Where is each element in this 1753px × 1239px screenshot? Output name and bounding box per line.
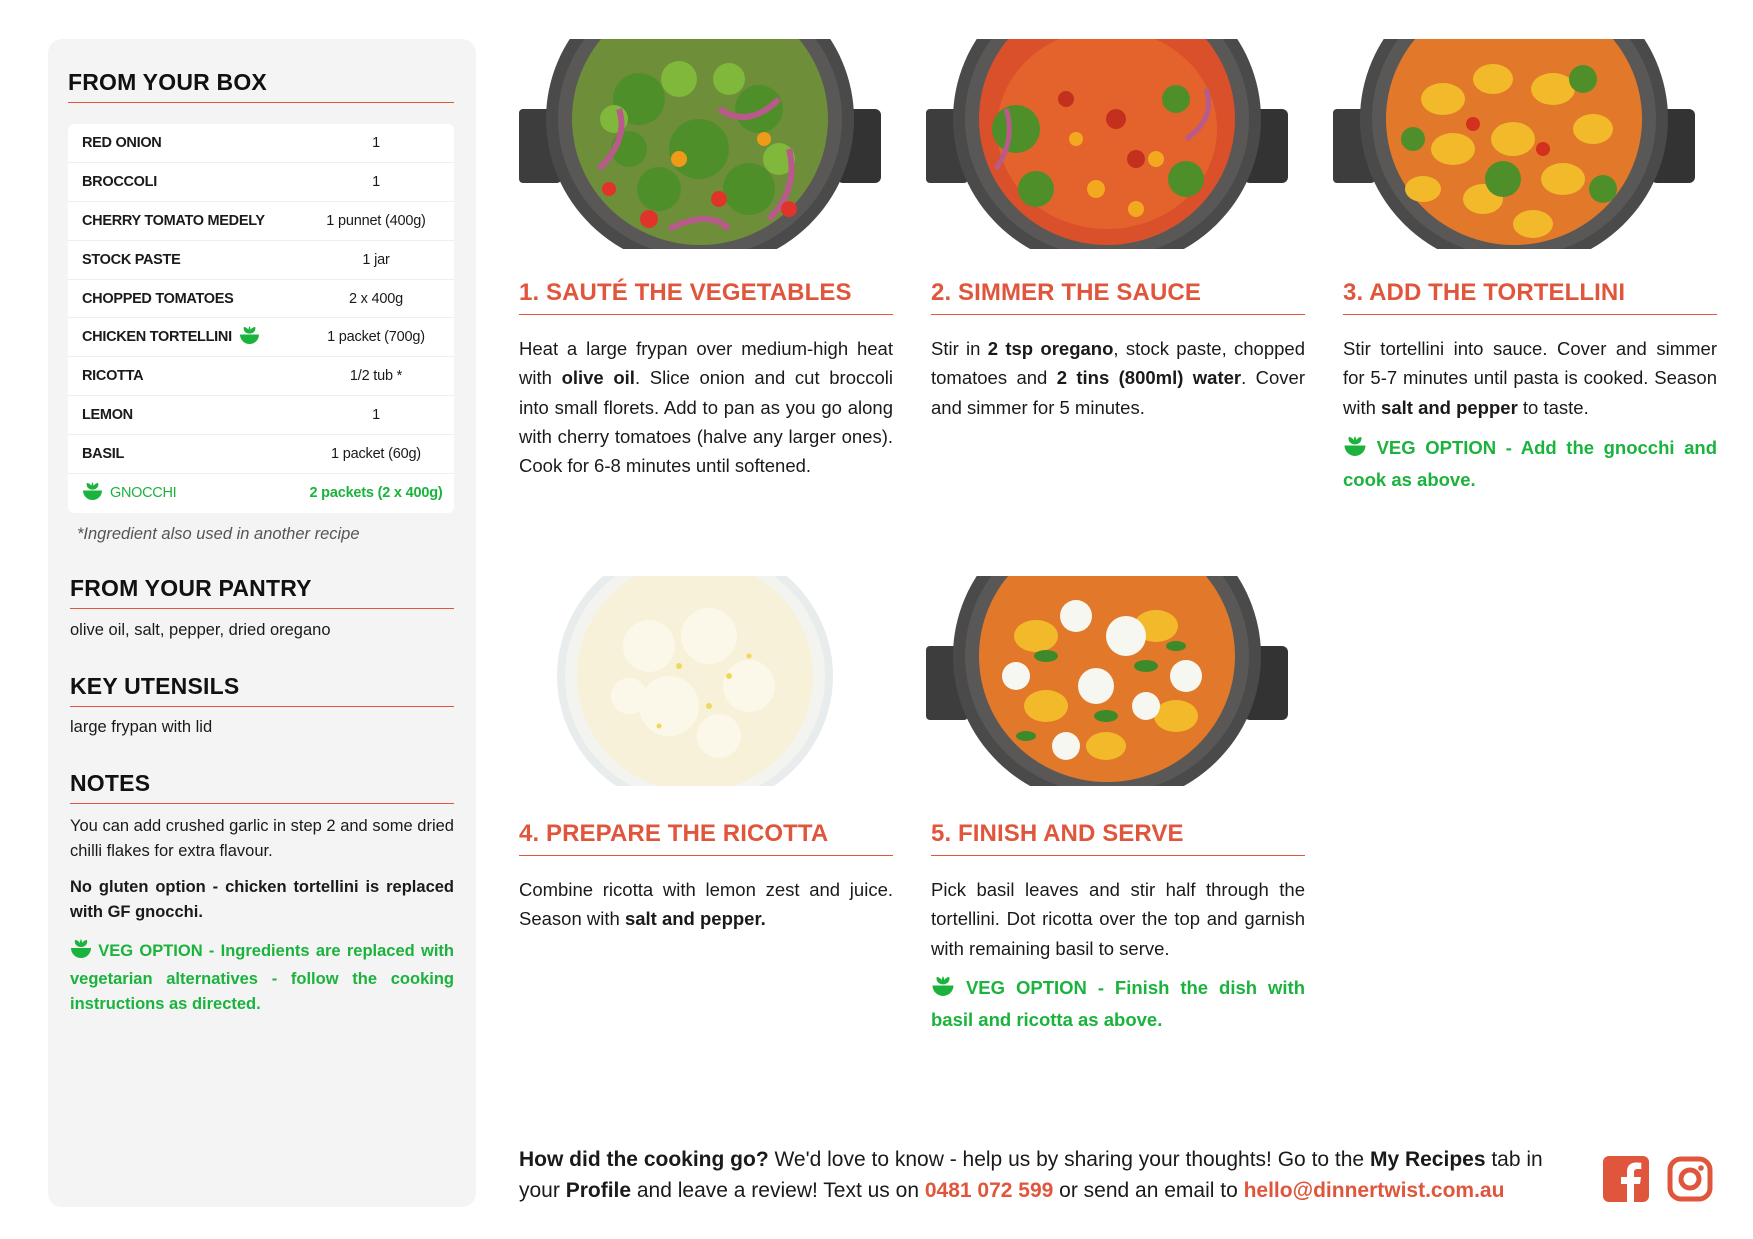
ingredient-name-text: LEMON bbox=[82, 407, 133, 424]
ingredient-quantity: 1 bbox=[372, 173, 380, 190]
ingredient-quantity: 1 packet (60g) bbox=[331, 446, 421, 463]
step2-title: 2. SIMMER THE SAUCE bbox=[931, 279, 1305, 315]
email-link[interactable]: hello@dinnertwist.com.au bbox=[1243, 1179, 1505, 1202]
key-utensils-heading: KEY UTENSILS bbox=[70, 673, 454, 707]
step3-text-2: to taste. bbox=[1517, 396, 1589, 418]
veg-leaf-icon bbox=[239, 326, 260, 349]
step5-veg-text: VEG OPTION - Finish the dish with basil and ricotta as above. bbox=[931, 977, 1306, 1031]
ingredient-name bbox=[68, 252, 298, 268]
from-your-pantry-heading: FROM YOUR PANTRY bbox=[70, 575, 454, 609]
veg-leaf-icon bbox=[931, 976, 955, 1005]
ingredient-quantity: 1 punnet (400g) bbox=[326, 212, 426, 229]
ingredient-row bbox=[68, 474, 454, 513]
step3-body bbox=[1343, 334, 1717, 422]
ingredient-name-text: BASIL bbox=[82, 446, 125, 463]
footer-question: How did the cooking go? bbox=[519, 1148, 769, 1171]
footer-text-3: and leave a review! Text us on bbox=[631, 1179, 925, 1202]
notes-veg-option bbox=[70, 939, 454, 1017]
ingredient-row bbox=[68, 241, 454, 280]
step1-body bbox=[519, 334, 893, 480]
step1-title: 1. SAUTÉ THE VEGETABLES bbox=[519, 279, 893, 315]
step5-title: 5. FINISH AND SERVE bbox=[931, 820, 1305, 856]
step5-veg-option bbox=[931, 973, 1305, 1035]
my-recipes-label: My Recipes bbox=[1369, 1148, 1486, 1171]
from-your-box-heading: FROM YOUR BOX bbox=[68, 69, 454, 103]
ingredient-quantity: 2 x 400g bbox=[348, 290, 404, 307]
step2-text-3: . Cover and simmer for 5 minutes. bbox=[931, 367, 1305, 418]
ingredient-name bbox=[68, 407, 298, 423]
notes-gluten-text: No gluten option - chicken tortellini is replaced with GF gnocchi. bbox=[70, 878, 454, 921]
step2-bold-1: 2 tsp oregano bbox=[987, 338, 1114, 359]
ingredient-name bbox=[68, 326, 298, 349]
step1-text-1: Heat a large frypan over medium-high heat with bbox=[519, 338, 893, 389]
ingredient-name-text: BROCCOLI bbox=[82, 173, 157, 190]
step1-bold-1: olive oil bbox=[561, 367, 635, 389]
ingredient-quantity: 1 jar bbox=[362, 251, 390, 268]
ingredient-quantity: 1/2 tub * bbox=[349, 368, 403, 385]
ingredient-row bbox=[68, 202, 454, 241]
veg-leaf-icon bbox=[82, 482, 103, 505]
ingredient-name bbox=[68, 135, 298, 151]
ingredient-name bbox=[68, 368, 298, 384]
ingredient-row bbox=[68, 318, 454, 357]
feedback-footer bbox=[519, 1144, 1569, 1206]
ingredient-quantity: 2 packets (2 x 400g) bbox=[309, 485, 443, 502]
ingredients-table bbox=[68, 124, 454, 513]
notes-heading: NOTES bbox=[70, 770, 454, 804]
veg-leaf-icon bbox=[70, 939, 92, 967]
step2-text-2: , stock paste, chopped tomatoes and bbox=[931, 338, 1305, 389]
ingredient-name-text: RICOTTA bbox=[82, 368, 144, 385]
ingredient-name-text: CHICKEN TORTELLINI bbox=[82, 329, 232, 346]
ingredient-row bbox=[68, 357, 454, 396]
veg-leaf-icon bbox=[1343, 436, 1367, 465]
ingredient-name-text: GNOCCHI bbox=[110, 485, 177, 502]
step5-body: Pick basil leaves and stir half through the tortellini. Dot ricotta over the top and garnish with remaining basil to serve. bbox=[931, 879, 1305, 959]
ingredient-row bbox=[68, 435, 454, 474]
ingredient-name bbox=[68, 446, 298, 462]
step3-title: 3. ADD THE TORTELLINI bbox=[1343, 279, 1717, 315]
step3-veg-text: VEG OPTION - Add the gnocchi and cook as above. bbox=[1343, 437, 1717, 491]
step3-veg-option bbox=[1343, 433, 1717, 495]
step4-title: 4. PREPARE THE RICOTTA bbox=[519, 820, 893, 856]
step4-body bbox=[519, 875, 893, 934]
ingredient-quantity: 1 packet (700g) bbox=[327, 329, 425, 346]
utensils-text-value: large frypan with lid bbox=[70, 718, 213, 736]
footer-text-2: tab in your bbox=[519, 1148, 1543, 1202]
ingredients-sidebar bbox=[48, 39, 476, 1207]
ingredient-quantity: 1 bbox=[372, 407, 380, 424]
notes-text: You can add crushed garlic in step 2 and some dried chilli flakes for extra flavour. bbox=[70, 817, 454, 860]
ingredient-name bbox=[68, 291, 298, 307]
ingredient-name-text: RED ONION bbox=[82, 134, 162, 151]
instagram-icon[interactable] bbox=[1667, 1156, 1713, 1202]
ingredient-name-text: CHOPPED TOMATOES bbox=[82, 290, 234, 307]
phone-link[interactable]: 0481 072 599 bbox=[924, 1179, 1054, 1202]
step2-bold-2: 2 tins (800ml) water bbox=[1056, 367, 1242, 389]
ingredient-quantity: 1 bbox=[372, 134, 380, 151]
step1-photo-vegetables-pan bbox=[519, 39, 881, 249]
footer-text-4: or send an email to bbox=[1053, 1179, 1244, 1202]
ingredient-row bbox=[68, 124, 454, 163]
ingredient-row bbox=[68, 163, 454, 202]
footer-text-1: We'd love to know - help us by sharing your thoughts! Go to the bbox=[768, 1148, 1370, 1171]
step5-photo-finished-dish bbox=[926, 576, 1288, 786]
ingredient-name-text: STOCK PASTE bbox=[82, 251, 181, 268]
step4-photo-ricotta-bowl bbox=[519, 576, 881, 786]
ingredient-name bbox=[68, 482, 298, 505]
step2-text-1: Stir in bbox=[931, 338, 988, 359]
ingredient-row bbox=[68, 396, 454, 435]
ingredient-name bbox=[68, 213, 298, 229]
notes-veg-text: VEG OPTION - Ingredients are replaced with vegetarian alternatives - follow the cooking instructions as directed. bbox=[70, 942, 454, 1013]
step3-bold-1: salt and pepper bbox=[1381, 396, 1518, 418]
step4-bold-1: salt and pepper. bbox=[624, 908, 766, 930]
notes-gluten-option bbox=[70, 875, 454, 925]
facebook-icon[interactable] bbox=[1603, 1156, 1649, 1202]
profile-label: Profile bbox=[565, 1179, 632, 1202]
ingredient-row bbox=[68, 280, 454, 319]
step3-photo-tortellini-pan bbox=[1333, 39, 1695, 249]
step1-text-2: . Slice onion and cut broccoli into small florets. Add to pan as you go along with cherry tomatoes (halve any larger ones). Cook for 6-8 minutes until softened. bbox=[519, 367, 893, 477]
step4-text-1: Combine ricotta with lemon zest and juice. Season with bbox=[519, 879, 893, 930]
step2-body bbox=[931, 334, 1305, 422]
utensils-text bbox=[70, 715, 454, 740]
ingredient-name-text: CHERRY TOMATO MEDELY bbox=[82, 212, 265, 229]
pantry-text: olive oil, salt, pepper, dried oregano bbox=[70, 621, 331, 639]
step2-photo-sauce-pan bbox=[926, 39, 1288, 249]
step3-text-1: Stir tortellini into sauce. Cover and simmer for 5-7 minutes until pasta is cooked. Season with bbox=[1343, 338, 1717, 418]
ingredient-name bbox=[68, 174, 298, 190]
ingredient-footnote: *Ingredient also used in another recipe bbox=[77, 525, 360, 543]
